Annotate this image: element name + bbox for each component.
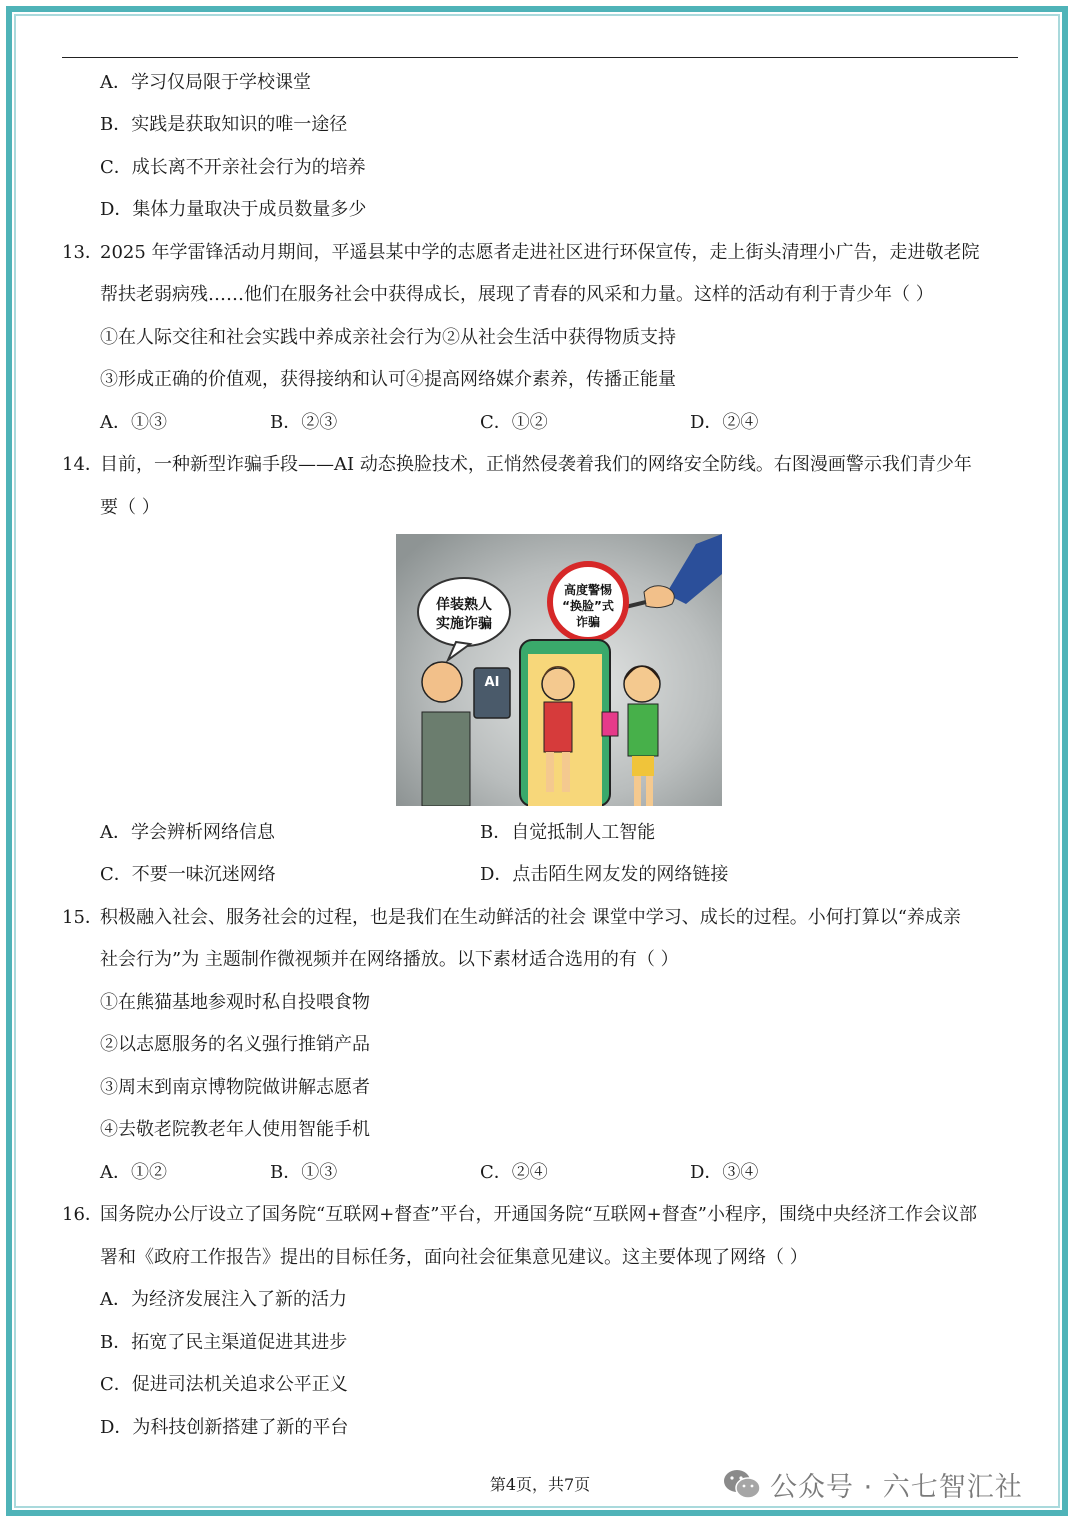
q13-option-b: B．②③ [270,412,338,433]
q16-option-d: D．为科技创新搭建了新的平台 [100,1417,349,1438]
q14-stem-line1: 目前，一种新型诈骗手段——AI 动态换脸技术，正悄然侵袭着我们的网络安全防线。右图漫画警示我们青少年 [100,454,972,475]
q15-number: 15． [62,907,103,928]
q12-option-d: D．集体力量取决于成员数量多少 [100,199,367,220]
laptop-label: AI [484,675,500,690]
q16-stem-line2: 署和《政府工作报告》提出的目标任务，面向社会征集意见建议。这主要体现了网络（ ） [100,1247,808,1268]
sign-text-2: “换脸”式 [562,599,614,613]
q16-number: 16． [62,1204,103,1225]
sign-text-3: 诈骗 [575,615,601,629]
q15-item-1: ①在熊猫基地参观时私自投喂食物 [100,992,370,1013]
q12-option-a: A．学习仅局限于学校课堂 [100,72,311,93]
q13-option-d: D．②④ [690,412,759,433]
q15-item-4: ④去敬老院教老年人使用智能手机 [100,1119,370,1140]
bubble-text-2: 实施诈骗 [436,616,492,632]
q15-stem-line2: 社会行为”为 主题制作微视频并在网络播放。以下素材适合选用的有（ ） [100,949,679,970]
q15-stem-line1: 积极融入社会、服务社会的过程，也是我们在生动鲜活的社会 课堂中学习、成长的过程。小何打算以“养成亲 [100,907,961,928]
q13-stem-line2: 帮扶老弱病残……他们在服务社会中获得成长，展现了青春的风采和力量。这样的活动有利于青少年（ ） [100,284,934,305]
q15-item-2: ②以志愿服务的名义强行推销产品 [100,1034,370,1055]
bubble-text-1: 佯装熟人 [436,597,492,613]
q14-option-a: A．学会辨析网络信息 [100,822,275,843]
q14-option-c: C．不要一味沉迷网络 [100,864,276,885]
sign-text-1: 高度警惕 [563,583,613,597]
watermark [722,1464,1023,1504]
q14-option-b: B．自觉抵制人工智能 [480,822,656,843]
q13-items-line1: ①在人际交往和社会实践中养成亲社会行为②从社会生活中获得物质支持 [100,327,676,348]
q16-stem-line1: 国务院办公厅设立了国务院“互联网+督查”平台，开通国务院“互联网+督查”小程序，围绕中央经济工作会议部 [100,1204,977,1225]
wechat-icon [722,1467,762,1501]
q15-option-a: A．①② [100,1162,167,1183]
q12-option-b: B．实践是获取知识的唯一途径 [100,114,348,135]
page-number: 第4页，共7页 [489,1475,591,1494]
q15-option-b: B．①③ [270,1162,338,1183]
header-rule [62,57,1018,58]
comic-illustration [396,534,722,806]
q13-option-a: A．①③ [100,412,167,433]
q15-item-3: ③周末到南京博物院做讲解志愿者 [100,1077,370,1098]
q16-option-a: A．为经济发展注入了新的活力 [100,1289,347,1310]
q13-number: 13． [62,242,103,263]
q12-option-c: C．成长离不开亲社会行为的培养 [100,157,366,178]
q13-stem-line1: 2025 年学雷锋活动月期间，平遥县某中学的志愿者走进社区进行环保宣传，走上街头清理小广告，走进敬老院 [100,242,980,263]
q13-option-c: C．①② [480,412,548,433]
q16-option-c: C．促进司法机关追求公平正义 [100,1374,348,1395]
q15-option-c: C．②④ [480,1162,548,1183]
q14-number: 14． [62,454,103,475]
q15-option-d: D．③④ [690,1162,759,1183]
q13-items-line2: ③形成正确的价值观，获得接纳和认可④提高网络媒介素养，传播正能量 [100,369,676,390]
watermark-text: 公众号 · 六七智汇社 [770,1471,1023,1503]
q16-option-b: B．拓宽了民主渠道促进其进步 [100,1332,348,1353]
q14-option-d: D．点击陌生网友发的网络链接 [480,864,729,885]
q14-stem-line2: 要（ ） [100,497,160,518]
